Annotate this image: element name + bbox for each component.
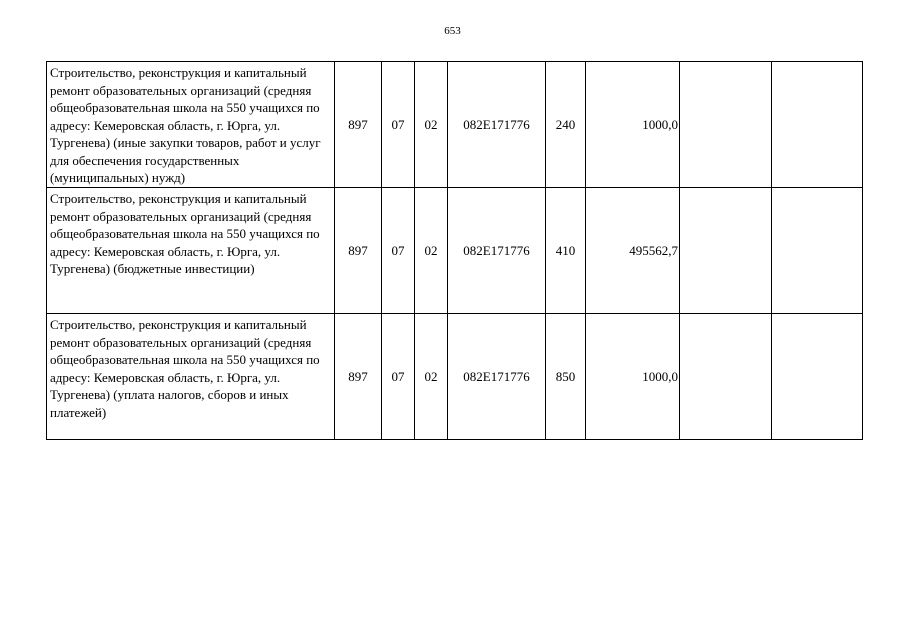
- cell-expense-type: 410: [546, 188, 586, 314]
- cell-amount: 1000,0: [586, 62, 680, 188]
- cell-ministry-code: 897: [335, 188, 382, 314]
- cell-expense-type: 240: [546, 62, 586, 188]
- cell-ministry-code: 897: [335, 62, 382, 188]
- cell-section-code: 07: [382, 188, 415, 314]
- cell-amount: 1000,0: [586, 314, 680, 440]
- cell-target-item: 082Е171776: [448, 188, 546, 314]
- table-body: [47, 62, 863, 440]
- budget-table: [46, 61, 863, 440]
- cell-subsection-code: 02: [415, 314, 448, 440]
- cell-subsection-code: 02: [415, 188, 448, 314]
- cell-empty: [772, 314, 863, 440]
- cell-expense-name: Строительство, реконструкция и капитальный ремонт образовательных организаций (средняя общеобразовательная школа на 550 учащихся по адресу: Кемеровская область, г. Юрга, ул. Тургенева) (бюджетные инвестиции): [47, 188, 335, 314]
- cell-target-item: 082Е171776: [448, 62, 546, 188]
- cell-section-code: 07: [382, 62, 415, 188]
- cell-subsection-code: 02: [415, 62, 448, 188]
- cell-expense-type: 850: [546, 314, 586, 440]
- cell-empty: [680, 314, 772, 440]
- cell-expense-name: Строительство, реконструкция и капитальный ремонт образовательных организаций (средняя общеобразовательная школа на 550 учащихся по адресу: Кемеровская область, г. Юрга, ул. Тургенева) (уплата налогов, сборов и иных платежей): [47, 314, 335, 440]
- table-row: [47, 314, 863, 440]
- table-row: [47, 188, 863, 314]
- cell-target-item: 082Е171776: [448, 314, 546, 440]
- cell-ministry-code: 897: [335, 314, 382, 440]
- cell-expense-name: Строительство, реконструкция и капитальный ремонт образовательных организаций (средняя общеобразовательная школа на 550 учащихся по адресу: Кемеровская область, г. Юрга, ул. Тургенева) (иные закупки товаров, работ и услуг для обеспечения государственных (муниципальных) нужд): [47, 62, 335, 188]
- cell-empty: [772, 188, 863, 314]
- page-number: 653: [444, 25, 461, 37]
- cell-empty: [680, 188, 772, 314]
- cell-empty: [772, 62, 863, 188]
- table-row: [47, 62, 863, 188]
- cell-amount: 495562,7: [586, 188, 680, 314]
- cell-empty: [680, 62, 772, 188]
- cell-section-code: 07: [382, 314, 415, 440]
